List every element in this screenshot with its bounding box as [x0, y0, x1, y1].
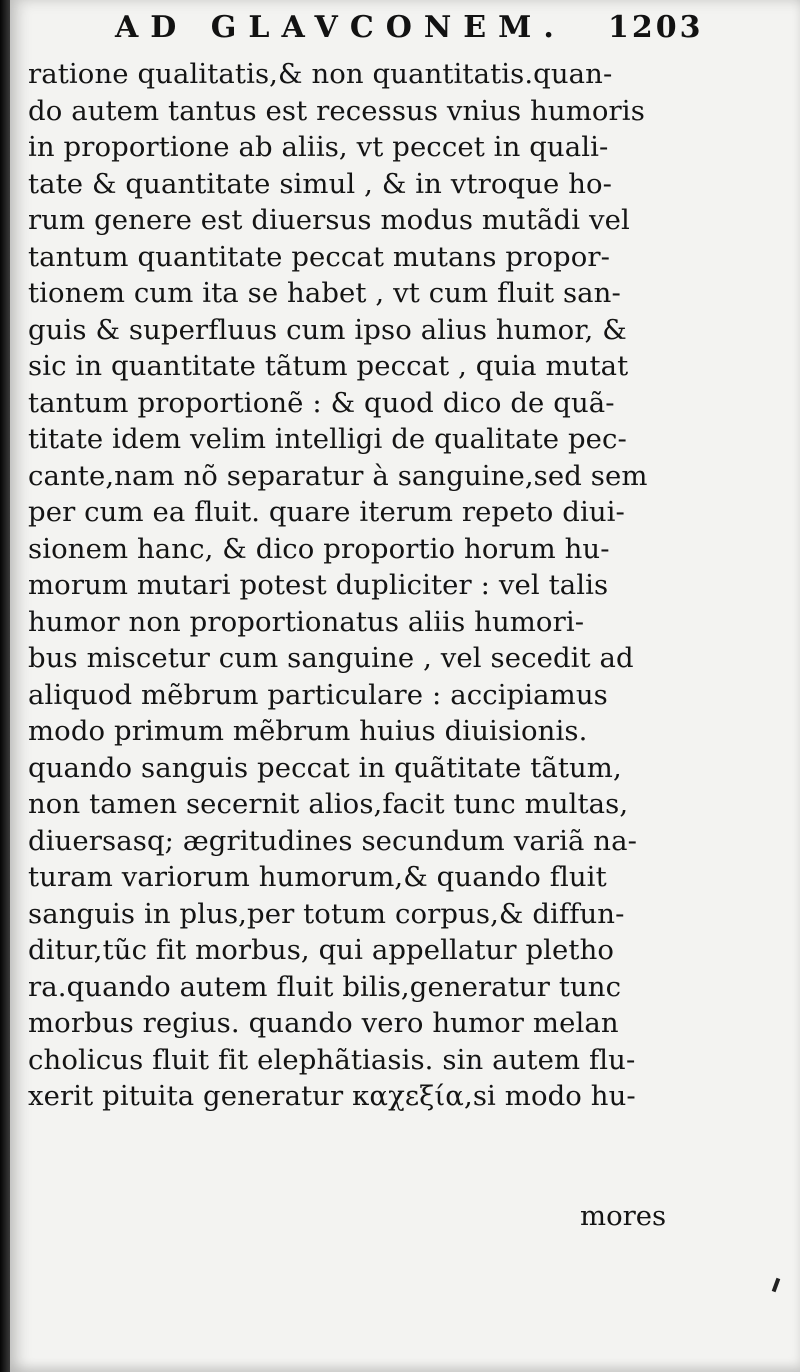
book-page	[10, 0, 800, 1372]
text-line: diuersasq; ægritudines secundum variã na-	[28, 824, 638, 857]
text-line: tantum quantitate peccat mutans propor-	[28, 240, 610, 273]
text-line: morbus regius. quando vero humor melan	[28, 1007, 619, 1039]
ink-speck	[772, 1278, 781, 1293]
text-line: sionem hanc, & dico proportio horum hu-	[28, 532, 610, 565]
text-line: ditur,tũc fit morbus, qui appellatur pletho	[28, 934, 615, 966]
page-header	[10, 6, 800, 50]
text-line: tionem cum ita se habet , vt cum fluit san-	[28, 277, 621, 309]
running-head: AD GLAVCONEM.	[115, 10, 566, 45]
text-line: cante,nam nõ separatur à sanguine,sed sem	[28, 459, 648, 492]
text-line: non tamen secernit alios,facit tunc multas,	[28, 788, 629, 820]
text-line: humor non proportionatus aliis humori-	[28, 605, 585, 638]
catchword: mores	[580, 1200, 667, 1232]
text-line: titate idem velim intelligi de qualitate pec-	[28, 423, 627, 455]
text-line: aliquod mẽbrum particulare : accipiamus	[28, 678, 608, 711]
text-line: rum genere est diuersus modus mutãdi vel	[28, 204, 630, 236]
page-number: 1203	[608, 10, 704, 45]
text-line: quando sanguis peccat in quãtitate tãtum,	[28, 751, 622, 784]
text-line: tantum proportionẽ : & quod dico de quã-	[28, 386, 615, 419]
text-line: modo primum mẽbrum huius diuisionis.	[28, 715, 588, 747]
text-line: ra.quando autem fluit bilis,generatur tunc	[28, 970, 622, 1003]
text-line: per cum ea fluit. quare iterum repeto diui-	[28, 496, 625, 528]
text-line: sic in quantitate tãtum peccat , quia mutat	[28, 350, 629, 382]
text-line: sanguis in plus,per totum corpus,& diffun-	[28, 897, 625, 930]
text-line: guis & superfluus cum ipso alius humor, &	[28, 313, 627, 346]
text-line: bus miscetur cum sanguine , vel secedit ad	[28, 642, 634, 674]
text-line: do autem tantus est recessus vnius humoris	[28, 94, 645, 127]
text-line: in proportione ab aliis, vt peccet in quali-	[28, 131, 609, 163]
text-line: morum mutari potest dupliciter : vel talis	[28, 569, 609, 601]
body-text	[28, 56, 678, 1115]
text-line: turam variorum humorum,& quando fluit	[28, 861, 607, 893]
text-line: ratione qualitatis,& non quantitatis.quan-	[28, 58, 613, 90]
text-line: cholicus fluit fit elephãtiasis. sin autem flu-	[28, 1043, 636, 1076]
book-gutter-edge	[0, 0, 10, 1372]
text-line: xerit pituita generatur καχεξία,si modo hu-	[28, 1080, 636, 1112]
text-line: tate & quantitate simul , & in vtroque ho-	[28, 167, 613, 200]
